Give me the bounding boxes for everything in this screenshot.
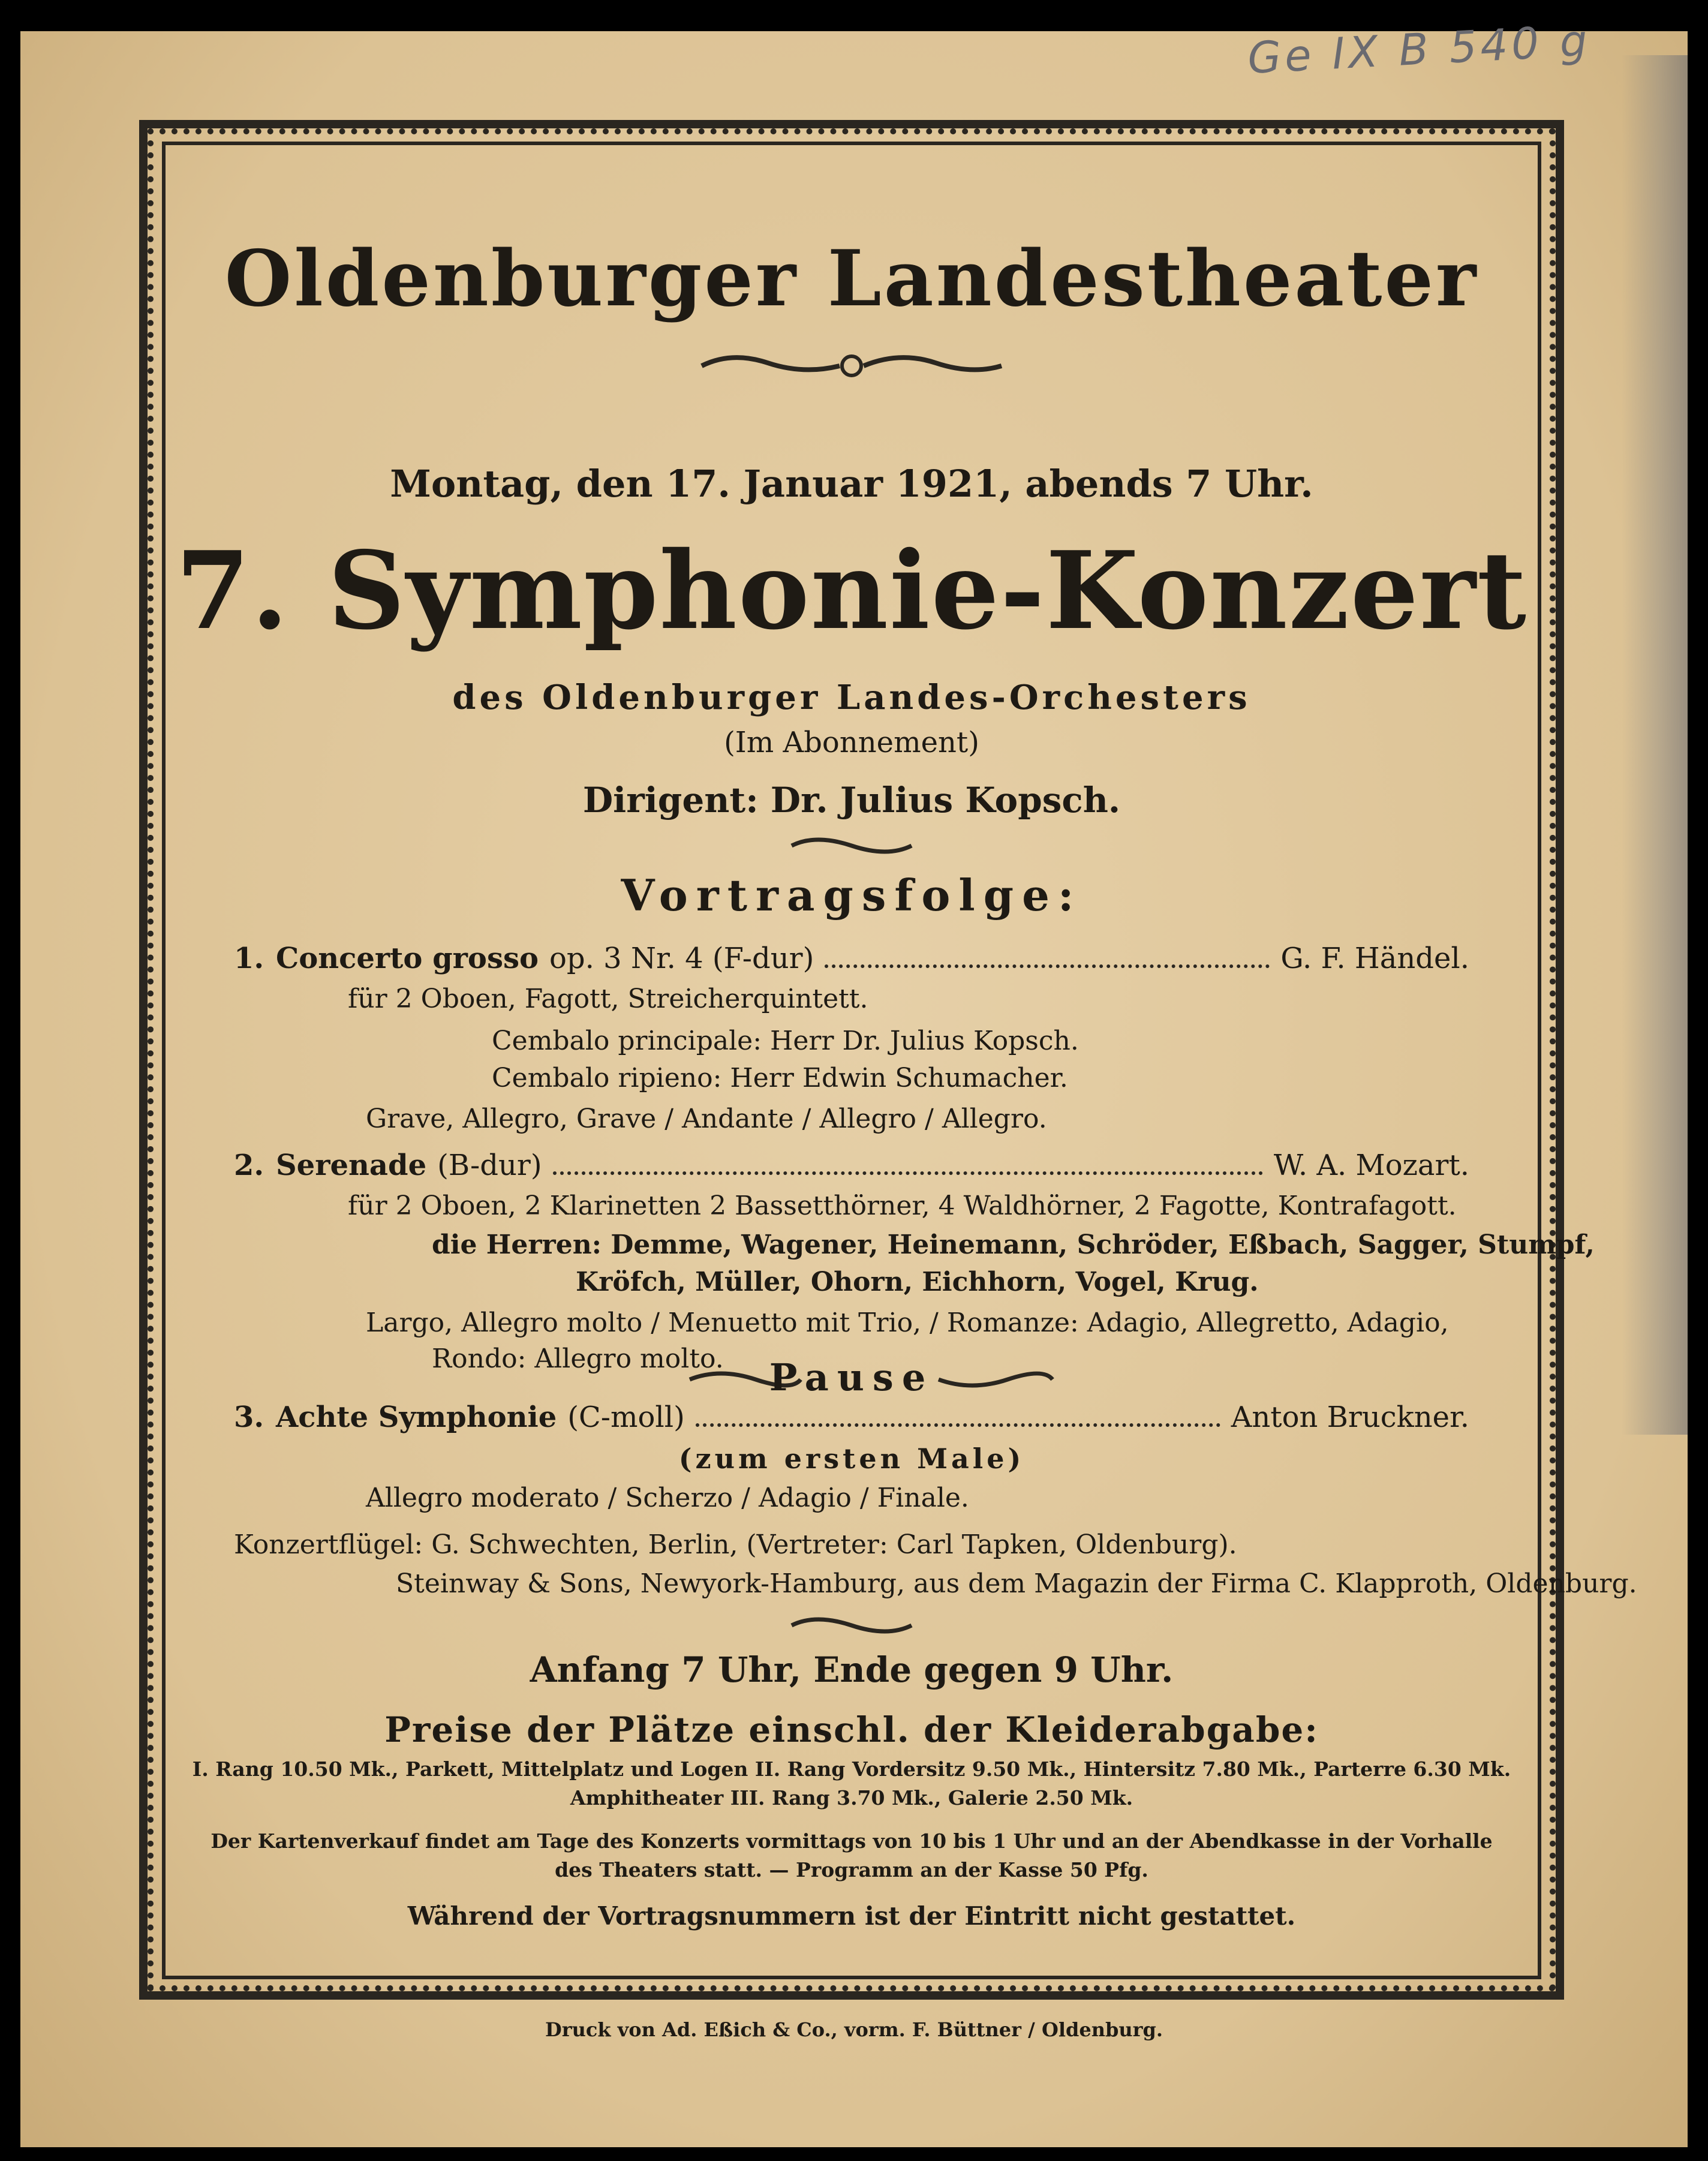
item-line: (zum ersten Male) [678, 1442, 1025, 1475]
item-composer: Anton Bruckner. [1231, 1400, 1469, 1434]
pause-label: Pause [769, 1355, 934, 1399]
item-line: Cembalo ripieno: Herr Edwin Schumacher. [492, 1063, 1068, 1093]
paper-stain [1622, 55, 1688, 1435]
item-line: Rondo: Allegro molto. [432, 1344, 724, 1374]
small-flourish-icon [786, 1613, 918, 1637]
item-detail: (C-moll) [567, 1400, 685, 1434]
item-detail: op. 3 Nr. 4 (F-dur) [549, 942, 814, 975]
price-line: I. Rang 10.50 Mk., Parkett, Mittelplatz und Logen II. Rang Vordersitz 9.50 Mk., Hintersitz 7.80 Mk., Parterre 6.30 Mk. [192, 1757, 1511, 1781]
item-title: Serenade [276, 1149, 427, 1182]
item-line: für 2 Oboen, Fagott, Streicherquintett. [348, 984, 868, 1014]
program-content [174, 150, 1637, 1973]
conductor: Dirigent: Dr. Julius Kopsch. [582, 780, 1121, 820]
pause-flourish-right-icon [936, 1367, 1056, 1391]
item-composer: W. A. Mozart. [1273, 1149, 1469, 1182]
program-heading: Vortragsfolge: [621, 870, 1082, 921]
item-number: 1. [234, 942, 264, 975]
orchestra-name: des Oldenburger Landes-Orchesters [452, 678, 1251, 717]
item-line: für 2 Oboen, 2 Klarinetten 2 Bassetthörner, 4 Waldhörner, 2 Fagotte, Kontrafagott. [348, 1191, 1457, 1221]
item-line: Cembalo principale: Herr Dr. Julius Kopsch. [492, 1026, 1079, 1056]
item-title: Achte Symphonie [276, 1400, 557, 1434]
program-item-3 [234, 1400, 1469, 1434]
printer-imprint: Druck von Ad. Eßich & Co., vorm. F. Büttner / Oldenburg. [545, 2018, 1163, 2041]
item-number: 2. [234, 1149, 264, 1182]
item-line: Grave, Allegro, Grave / Andante / Allegro / Allegro. [366, 1104, 1047, 1134]
item-line: die Herren: Demme, Wagener, Heinemann, Schröder, Eßbach, Sagger, Stumpf, [432, 1230, 1595, 1260]
program-item-1 [234, 942, 1469, 975]
concert-title: 7. Symphonie-Konzert [175, 528, 1528, 653]
leader-dots [553, 1171, 1263, 1175]
program-item-2 [234, 1149, 1469, 1182]
piano-line: Konzertflügel: G. Schwechten, Berlin, (Vertreter: Carl Tapken, Oldenburg). [234, 1529, 1237, 1560]
start-end-times: Anfang 7 Uhr, Ende gegen 9 Uhr. [530, 1649, 1174, 1690]
leader-dots [696, 1423, 1220, 1427]
concert-date: Montag, den 17. Januar 1921, abends 7 Uhr. [390, 462, 1313, 506]
theater-name: Oldenburger Landestheater [224, 234, 1479, 324]
ornament-flourish-icon [696, 348, 1008, 384]
item-number: 3. [234, 1400, 264, 1434]
sales-line: des Theaters statt. — Programm an der Kasse 50 Pfg. [555, 1858, 1148, 1882]
subscription-note: (Im Abonnement) [724, 726, 979, 759]
archive-call-number: Ge IX B 540 g [1246, 15, 1592, 83]
sales-line: Der Kartenverkauf findet am Tage des Konzerts vormittags von 10 bis 1 Uhr und an der Abendkasse in der Vorhalle [211, 1829, 1493, 1853]
item-line: Allegro moderato / Scherzo / Adagio / Finale. [366, 1483, 969, 1513]
item-line: Kröfch, Müller, Ohorn, Eichhorn, Vogel, Krug. [576, 1267, 1259, 1297]
leader-dots [825, 964, 1270, 968]
item-line: Largo, Allegro molto / Menuetto mit Trio, / Romanze: Adagio, Allegretto, Adagio, [366, 1308, 1449, 1338]
item-detail: (B-dur) [437, 1149, 542, 1182]
item-title: Concerto grosso [276, 942, 539, 975]
price-line: Amphitheater III. Rang 3.70 Mk., Galerie 2.50 Mk. [570, 1786, 1133, 1810]
item-composer: G. F. Händel. [1280, 942, 1469, 975]
small-flourish-icon [786, 834, 918, 858]
prices-heading: Preise der Plätze einschl. der Kleiderabgabe: [384, 1709, 1319, 1750]
piano-line: Steinway & Sons, Newyork-Hamburg, aus dem Magazin der Firma C. Klapproth, Oldenburg. [396, 1568, 1637, 1599]
entry-notice: Während der Vortragsnummern ist der Eintritt nicht gestattet. [407, 1901, 1296, 1931]
